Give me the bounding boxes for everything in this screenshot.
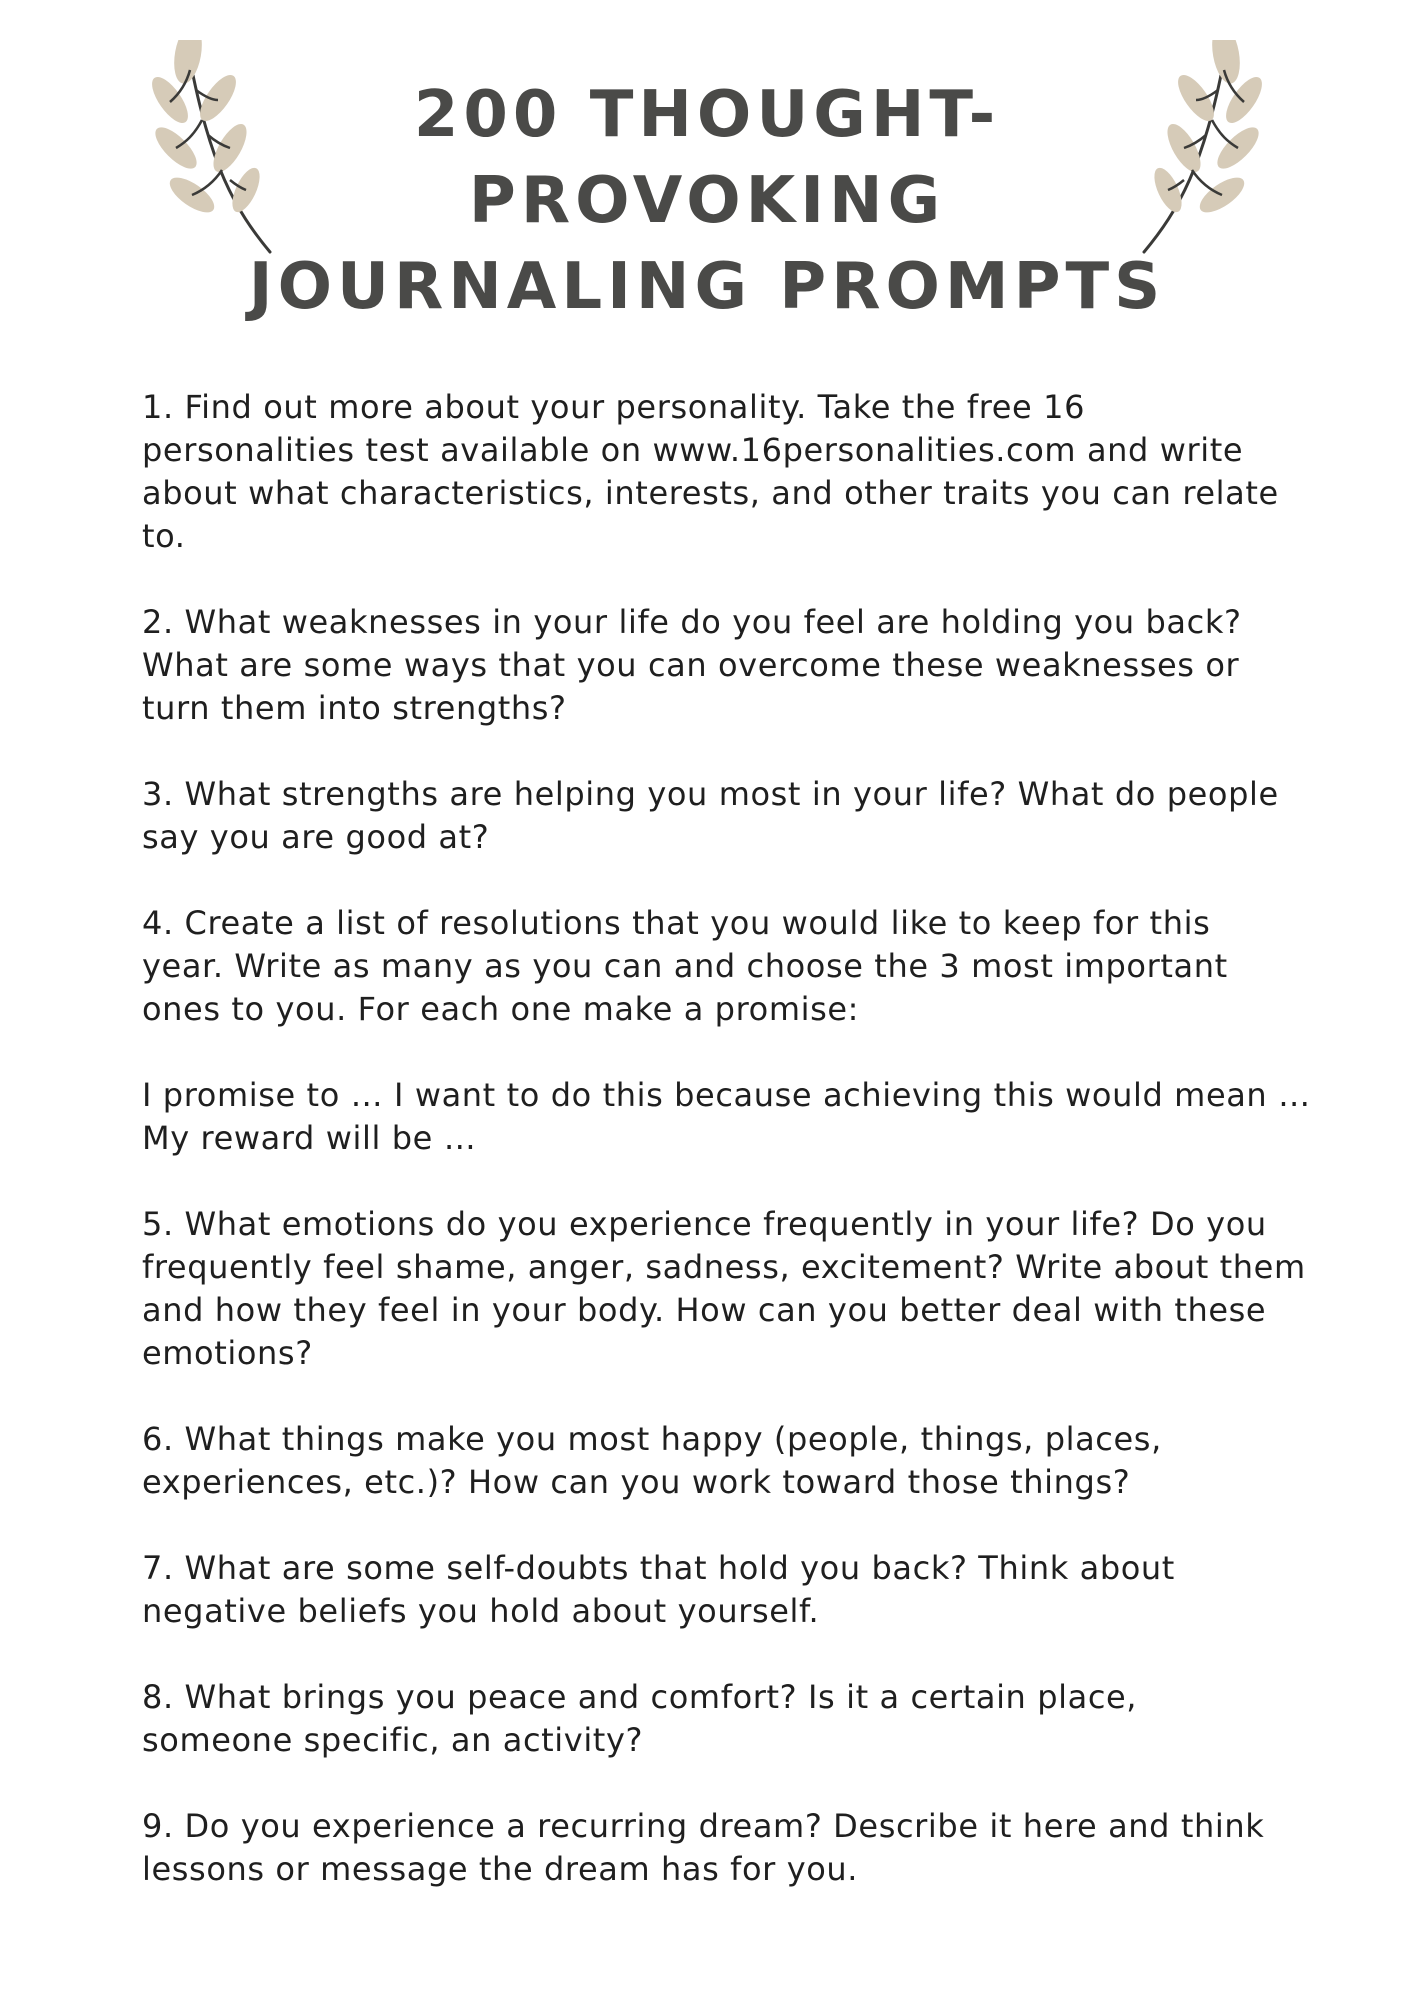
- title-line-2: JOURNALING PROMPTS: [248, 250, 1166, 324]
- prompt-4: 4. Create a list of resolutions that you would like to keep for this year. Write as many as you can and choose the 3 most important ones to you. For each one make a promise:: [142, 904, 1228, 1028]
- page-title: [200, 72, 1214, 330]
- prompt-7: 7. What are some self-doubts that hold you back? Think about negative beliefs you hold about yourself.: [142, 1549, 1175, 1630]
- prompt-6: 6. What things make you most happy (people, things, places, experiences, etc.)? How can you work toward those things?: [142, 1420, 1162, 1501]
- prompt-3: 3. What strengths are helping you most in your life? What do people say you are good at?: [142, 775, 1279, 856]
- promise-template: I promise to … I want to do this because achieving this would mean … My reward will be …: [142, 1076, 1311, 1157]
- title-line-1: 200 THOUGHT-PROVOKING: [413, 78, 1001, 238]
- page-header: [0, 0, 1414, 324]
- prompt-8: 8. What brings you peace and comfort? Is it a certain place, someone specific, an activity?: [142, 1678, 1138, 1759]
- prompt-1: 1. Find out more about your personality. Take the free 16 personalities test available on www.16personalities.com and write about what characteristics, interests, and other traits you can relate to.: [142, 388, 1279, 555]
- prompt-list: [142, 386, 1342, 1934]
- laurel-branch-icon: [1134, 40, 1284, 260]
- prompt-5: 5. What emotions do you experience frequently in your life? Do you frequently feel shame, anger, sadness, excitement? Write about them and how they feel in your body. How can you better deal with these emotions?: [142, 1205, 1306, 1372]
- prompt-2: 2. What weaknesses in your life do you feel are holding you back? What are some ways that you can overcome these weaknesses or turn them into strengths?: [142, 603, 1242, 727]
- prompt-9: 9. Do you experience a recurring dream? Describe it here and think lessons or message the dream has for you.: [142, 1807, 1265, 1888]
